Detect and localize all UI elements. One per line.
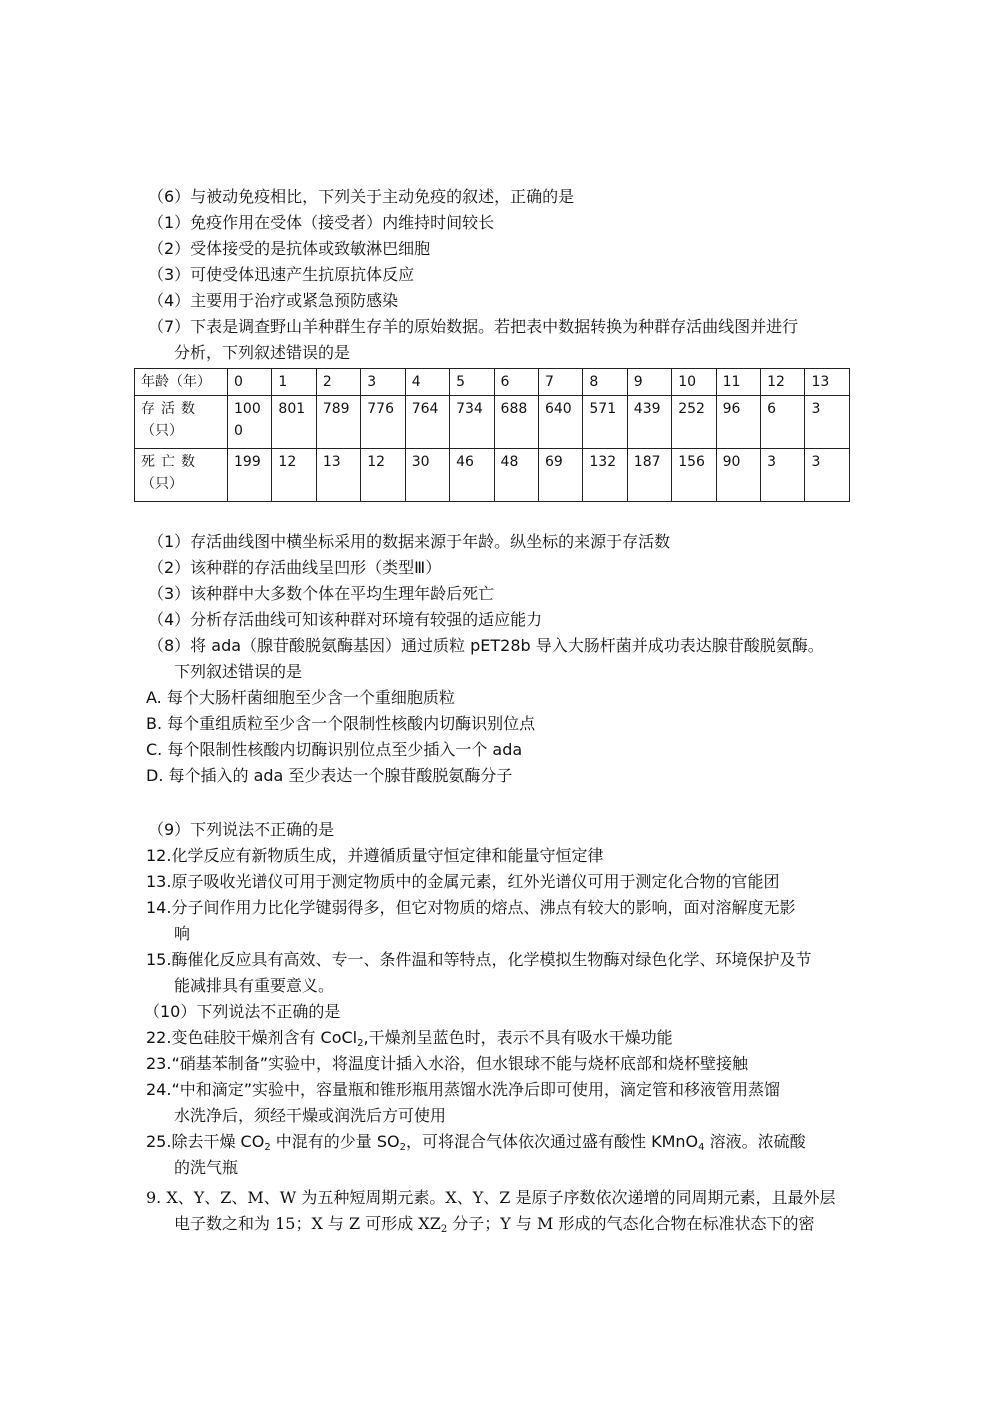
survivors-cell: 252 [672,396,716,449]
age-cell: 5 [450,369,494,396]
survivors-cell: 764 [405,396,449,449]
q10-item-22-part1: 22.变色硅胶干燥剂含有 CoCl [146,1028,358,1047]
survivors-cell: 100 0 [228,396,272,449]
survivors-label-1: 存活数 [141,401,201,417]
deaths-cell: 30 [405,449,449,502]
q7-option-4: （4）分析存活曲线可知该种群对环境有较强的适应能力 [148,610,543,629]
q8-stem-line1: （8）将 ada（腺苷酸脱氨酶基因）通过质粒 pET28b 导入大肠杆菌并成功表达腺苷酸脱氨酶。 [148,636,824,655]
survivors-cell: 439 [627,396,671,449]
survivors-cell: 3 [805,396,850,449]
q9-item-15-line2: 能减排具有重要意义。 [174,976,335,995]
q8-option-b: B. 每个重组质粒至少含一个限制性核酸内切酶识别位点 [146,714,536,733]
q10-item-25-part3: ，可将混合气体依次通过盛有酸性 KMnO [406,1132,699,1151]
deaths-label-2: （只） [141,476,183,492]
age-label: 年龄（年） [135,369,228,396]
q6-option-3: （3）可使受体迅速产生抗原抗体反应 [148,265,415,284]
q10-item-25-line1 [146,1131,806,1153]
deaths-cell: 46 [450,449,494,502]
q8-option-c: C. 每个限制性核酸内切酶识别位点至少插入一个 ada [146,740,523,759]
q10-stem: （10）下列说法不正确的是 [144,1002,341,1021]
deaths-label-1: 死亡数 [141,454,201,470]
deaths-cell: 3 [761,449,805,502]
q9-item-13: 13.原子吸收光谱仪可用于测定物质中的金属元素，红外光谱仪可用于测定化合物的官能团 [146,872,780,891]
age-cell: 0 [228,369,272,396]
q6-stem: （6）与被动免疫相比，下列关于主动免疫的叙述，正确的是 [148,187,575,206]
age-cell: 8 [583,369,627,396]
q7-stem-line2: 分析，下列叙述错误的是 [174,343,351,362]
deaths-cell: 69 [538,449,582,502]
q9-item-14-line1: 14.分子间作用力比化学键弱得多，但它对物质的熔点、沸点有较大的影响，面对溶解度无影 [146,898,796,917]
age-cell: 6 [494,369,538,396]
table-row-age [135,369,850,396]
survival-table [134,368,850,502]
age-cell: 7 [538,369,582,396]
age-cell: 1 [272,369,316,396]
q9b-line2-part2: 分子；Y 与 M 形成的气态化合物在标准状态下的密 [447,1214,815,1233]
survivors-cell: 801 [272,396,316,449]
q10-item-25-sub3: 4 [698,1142,705,1153]
q8-stem-line2: 下列叙述错误的是 [174,662,303,681]
survivors-cell: 688 [494,396,538,449]
age-cell: 9 [627,369,671,396]
deaths-cell: 12 [361,449,405,502]
survivors-cell: 571 [583,396,627,449]
table-row-survivors [135,396,850,449]
age-cell: 10 [672,369,716,396]
q10-item-25-part1: 25.除去干燥 CO [146,1132,265,1151]
deaths-cell: 199 [228,449,272,502]
q10-item-25-part4: 溶液。浓硫酸 [704,1132,806,1151]
deaths-cell: 90 [716,449,760,502]
age-cell: 3 [361,369,405,396]
q8-option-a: A. 每个大肠杆菌细胞至少含一个重细胞质粒 [146,688,455,707]
deaths-cell: 48 [494,449,538,502]
q10-item-22-part2: ,干燥剂呈蓝色时，表示不具有吸水干燥功能 [363,1028,673,1047]
q9-stem: （9）下列说法不正确的是 [148,820,335,839]
q10-item-25-sub1: 2 [264,1142,271,1153]
q8-option-d: D. 每个插入的 ada 至少表达一个腺苷酸脱氨酶分子 [146,766,513,785]
deaths-cell: 132 [583,449,627,502]
age-cell: 12 [761,369,805,396]
deaths-label [135,449,228,502]
q9b-line1: 9. X、Y、Z、M、W 为五种短周期元素。X、Y、Z 是原子序数依次递增的同周期元素，且最外层 [146,1188,836,1207]
q10-item-22 [146,1027,673,1049]
deaths-cell: 156 [672,449,716,502]
q9b-line2-part1: 电子数之和为 15；X 与 Z 可形成 XZ [174,1214,441,1233]
q7-option-3: （3）该种群中大多数个体在平均生理年龄后死亡 [148,584,495,603]
table-row-deaths [135,449,850,502]
q9-item-14-line2: 响 [174,924,191,943]
survivors-cell: 789 [316,396,360,449]
q6-option-4: （4）主要用于治疗或紧急预防感染 [148,291,399,310]
survivors-cell: 6 [761,396,805,449]
survivors-cell: 640 [538,396,582,449]
q10-item-25-part2: 中混有的少量 SO [270,1132,400,1151]
q6-option-2: （2）受体接受的是抗体或致敏淋巴细胞 [148,239,431,258]
age-cell: 4 [405,369,449,396]
deaths-cell: 3 [805,449,850,502]
q7-option-1: （1）存活曲线图中横坐标采用的数据来源于年龄。纵坐标的来源于存活数 [148,532,671,551]
q10-item-22-sub: 2 [357,1038,364,1049]
q7-stem-line1: （7）下表是调查野山羊种群生存羊的原始数据。若把表中数据转换为种群存活曲线图并进行 [148,317,799,336]
q10-item-25-sub2: 2 [399,1142,406,1153]
deaths-cell: 12 [272,449,316,502]
survivors-label-2: （只） [141,423,183,439]
survivors-cell: 96 [716,396,760,449]
deaths-cell: 13 [316,449,360,502]
q6-option-1: （1）免疫作用在受体（接受者）内维持时间较长 [148,213,495,232]
q9-item-15-line1: 15.酶催化反应具有高效、专一、条件温和等特点，化学模拟生物酶对绿色化学、环境保护及节 [146,950,812,969]
q10-item-23: 23.“硝基苯制备”实验中，将温度计插入水浴，但水银球不能与烧杯底部和烧杯壁接触 [146,1054,749,1073]
q10-item-24-line2: 水洗净后，须经干燥或润洗后方可使用 [174,1106,447,1125]
q9-item-12: 12.化学反应有新物质生成，并遵循质量守恒定律和能量守恒定律 [146,846,604,865]
survivors-label [135,396,228,449]
q10-item-25-line2: 的洗气瓶 [174,1158,239,1177]
q9b-line2-sub: 2 [440,1224,448,1235]
q9b-line2 [174,1213,814,1235]
age-cell: 11 [716,369,760,396]
age-cell: 13 [805,369,850,396]
q7-option-2: （2）该种群的存活曲线呈凹形（类型Ⅲ） [148,558,442,577]
survivors-cell: 776 [361,396,405,449]
q10-item-24-line1: 24.“中和滴定”实验中，容量瓶和锥形瓶用蒸馏水洗净后即可使用，滴定管和移液管用蒸馏 [146,1080,781,1099]
deaths-cell: 187 [627,449,671,502]
survivors-cell: 734 [450,396,494,449]
age-cell: 2 [316,369,360,396]
